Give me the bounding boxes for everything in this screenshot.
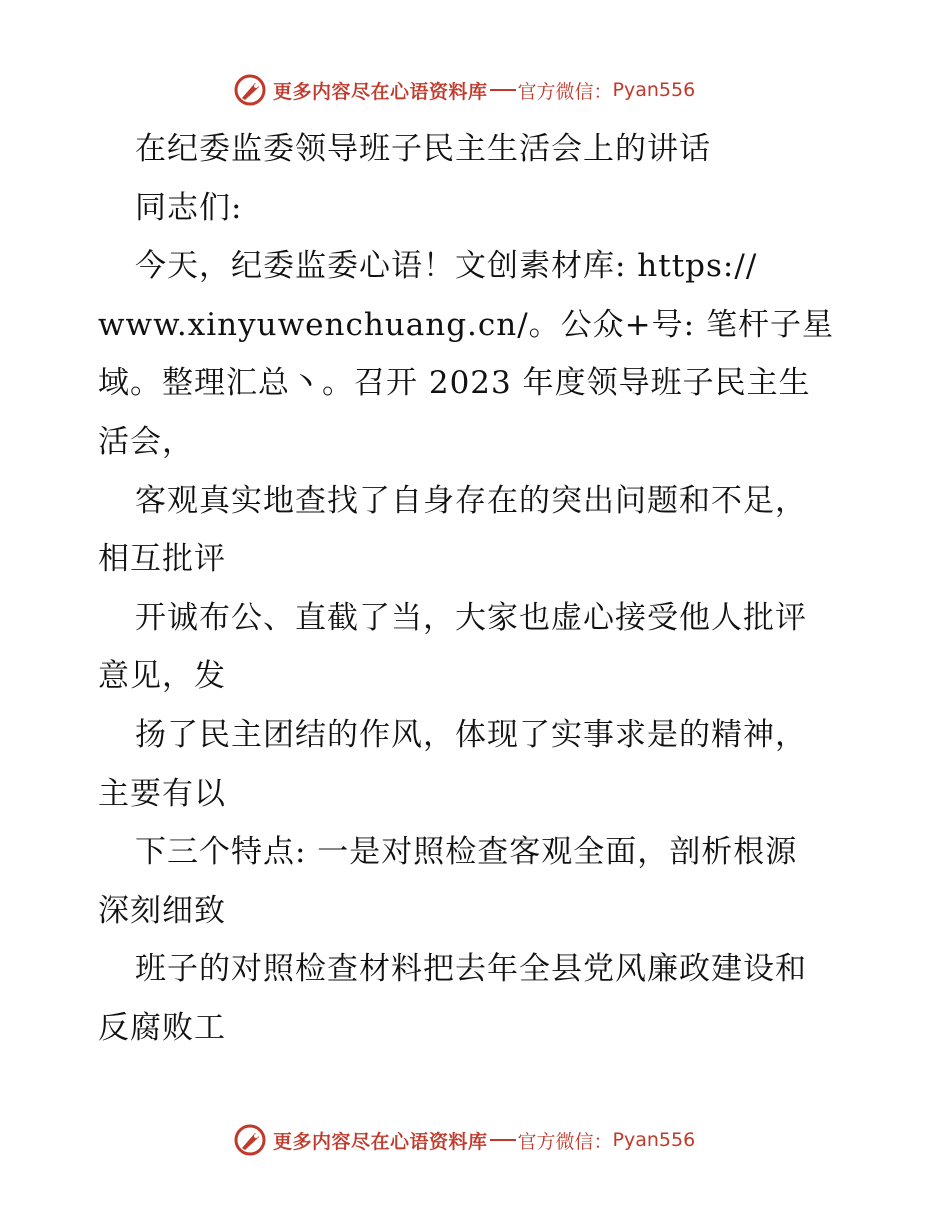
paragraph-line: 今天，纪委监委心语！文创素材库: https://	[135, 248, 758, 285]
footer-watermark	[233, 1122, 695, 1158]
paragraph-line: 扬了民主团结的作风，体现了实事求是的精神，	[135, 716, 807, 753]
paragraph-line: 活会，	[98, 423, 194, 460]
watermark-contact-id: Pyan556	[612, 1129, 696, 1151]
paragraph-line: 反腐败工	[98, 1009, 226, 1046]
header-watermark	[233, 72, 695, 108]
paragraph-line: 相互批评	[98, 541, 226, 578]
paragraph-line: 客观真实地查找了自身存在的突出问题和不足，	[135, 482, 807, 519]
pen-nib-logo-icon	[233, 73, 267, 107]
watermark-dash	[490, 89, 516, 91]
watermark-dash	[490, 1139, 516, 1141]
paragraph-line: www.xinyuwenchuang.cn/。公众+号: 笔杆子星	[98, 306, 834, 343]
paragraph-line: 下三个特点: 一是对照检查客观全面，剖析根源	[135, 834, 798, 871]
paragraph-line: 主要有以	[98, 775, 226, 812]
watermark-contact-label: 官方微信：	[517, 80, 613, 103]
watermark-brand-text: 更多内容尽在心语资料库	[273, 80, 488, 103]
pen-nib-logo-icon	[233, 1123, 267, 1157]
document-body	[98, 120, 898, 1058]
paragraph-line: 班子的对照检查材料把去年全县党风廉政建设和	[135, 951, 807, 988]
paragraph-line: 域。整理汇总丶。召开 2023 年度领导班子民主生	[98, 365, 811, 402]
watermark-brand-text: 更多内容尽在心语资料库	[273, 1130, 488, 1153]
paragraph-line: 深刻细致	[98, 892, 226, 929]
watermark-contact-id: Pyan556	[612, 79, 696, 101]
paragraph-line: 意见，发	[98, 658, 226, 695]
salutation: 同志们:	[135, 189, 243, 226]
watermark-contact-label: 官方微信：	[517, 1130, 613, 1153]
paragraph-line: 开诚布公、直截了当，大家也虚心接受他人批评	[135, 599, 807, 636]
document-title: 在纪委监委领导班子民主生活会上的讲话	[135, 131, 711, 167]
